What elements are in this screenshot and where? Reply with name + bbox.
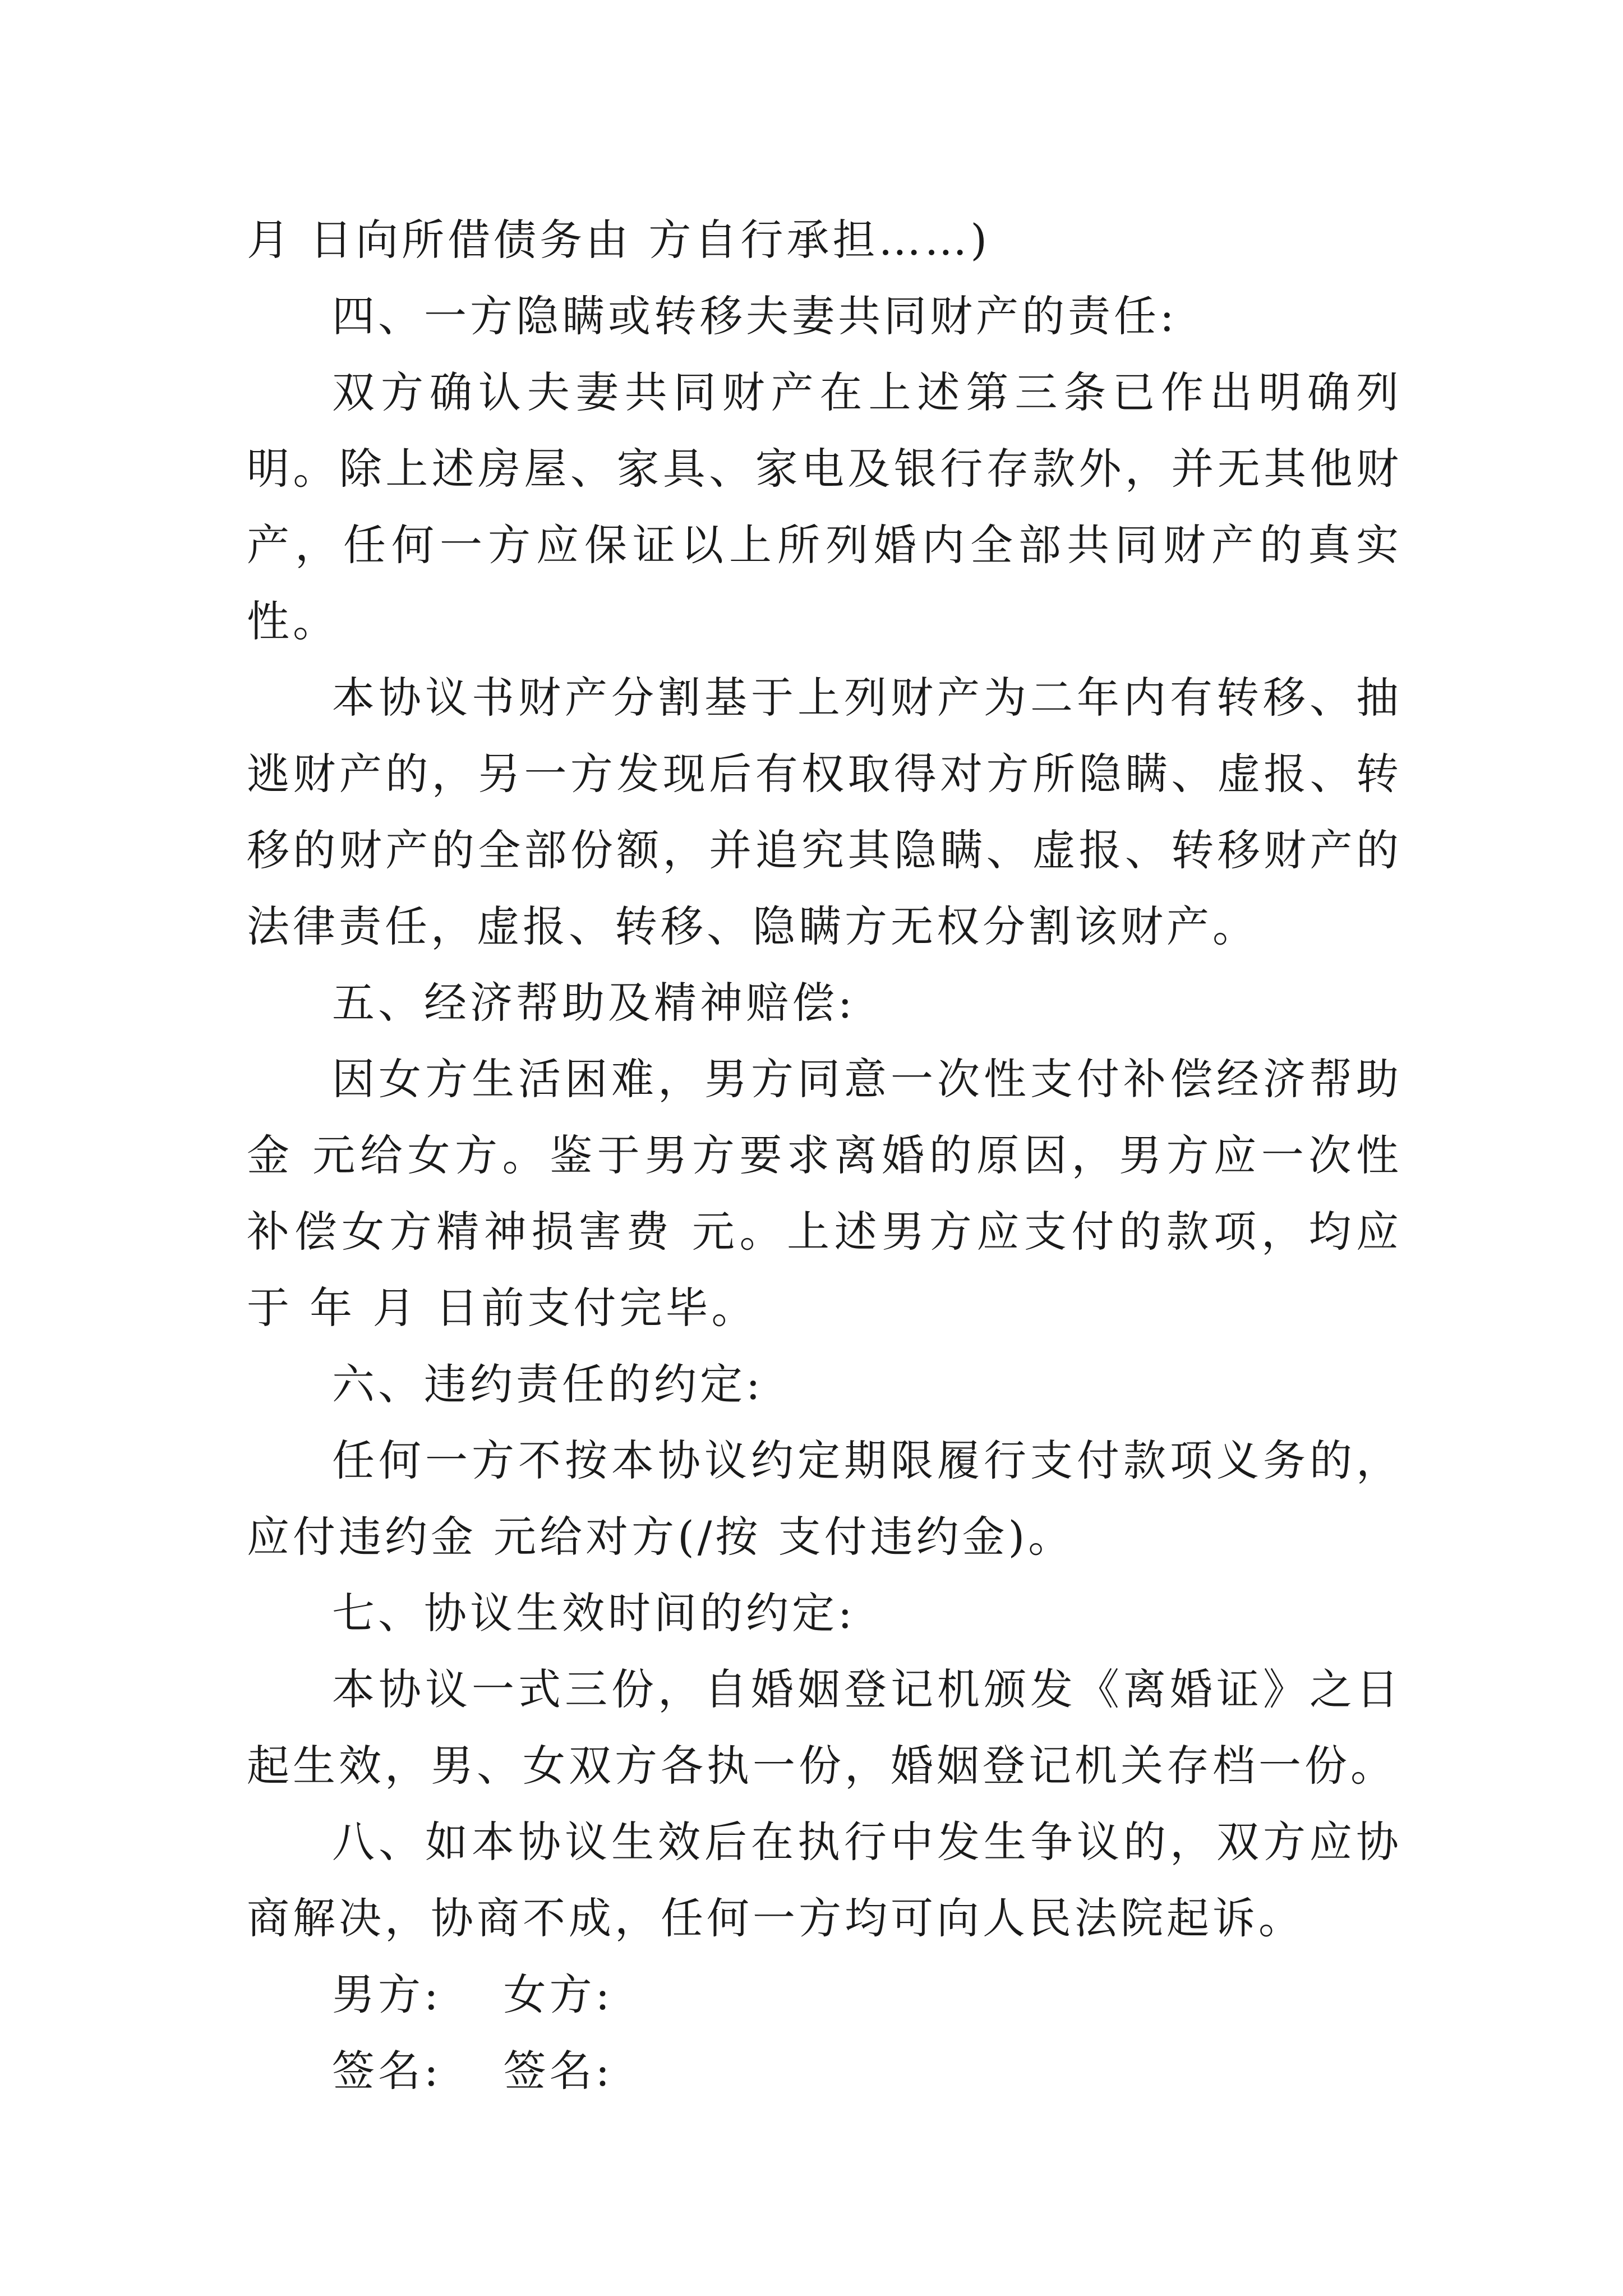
- paragraph-effective-time: 本协议一式三份，自婚姻登记机颁发《离婚证》之日起生效，男、女双方各执一份，婚姻登记机关存档一份。: [247, 1664, 1402, 1791]
- document-page: [247, 202, 1402, 2109]
- section-heading-5: 五、经济帮助及精神赔偿:: [332, 978, 856, 1028]
- male-signature-label: 签名:: [332, 2046, 442, 2096]
- paragraph-breach: 任何一方不按本协议约定期限履行支付款项义务的，应付违约金 元给对方(/按 支付违约金)。: [247, 1435, 1402, 1562]
- female-party-label: 女方:: [503, 1970, 614, 2019]
- section-heading-7: 七、协议生效时间的约定:: [332, 1588, 856, 1638]
- paragraph-compensation: 因女方生活困难，男方同意一次性支付补偿经济帮助金 元给女方。鉴于男方要求离婚的原因，男方应一次性补偿女方精神损害费 元。上述男方应支付的款项，均应于 年 月 日前支付完毕。: [247, 1054, 1402, 1333]
- section-heading-4: 四、一方隐瞒或转移夫妻共同财产的责任:: [332, 291, 1178, 341]
- paragraph-property-concealment: 本协议书财产分割基于上列财产为二年内有转移、抽逃财产的，另一方发现后有权取得对方所隐瞒、虚报、转移的财产的全部份额，并追究其隐瞒、虚报、转移财产的法律责任，虚报、转移、隐瞒方无权分割该财产。: [247, 673, 1402, 951]
- paragraph-property-confirmation: 双方确认夫妻共同财产在上述第三条已作出明确列明。除上述房屋、家具、家电及银行存款外，并无其他财产，任何一方应保证以上所列婚内全部共同财产的真实性。: [247, 367, 1402, 646]
- paragraph-continuation: 月 日向所借债务由 方自行承担……): [247, 215, 990, 265]
- signature-labels-row: [247, 2033, 1402, 2109]
- female-signature-label: 签名:: [503, 2046, 614, 2096]
- paragraph-dispute: 八、如本协议生效后在执行中发生争议的，双方应协商解决，协商不成，任何一方均可向人民法院起诉。: [247, 1817, 1402, 1943]
- male-party-label: 男方:: [332, 1970, 442, 2019]
- party-labels-row: [247, 1957, 1402, 2033]
- section-heading-6: 六、违约责任的约定:: [332, 1359, 764, 1409]
